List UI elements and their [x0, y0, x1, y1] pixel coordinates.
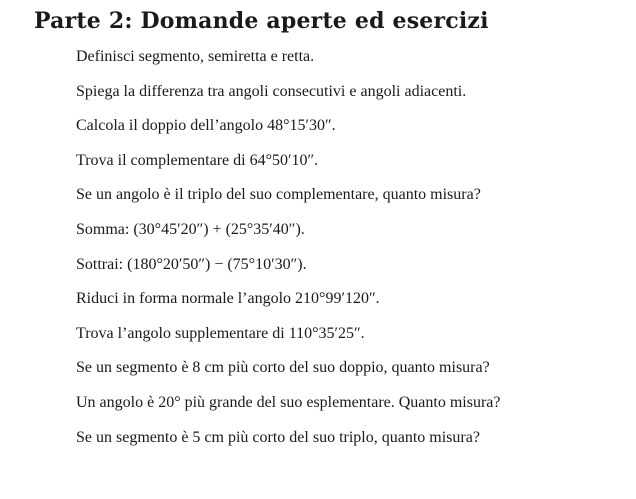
- exercise-text: Se un segmento è 8 cm più corto del suo doppio, quanto misura?: [76, 359, 490, 377]
- exercise-text: Calcola il doppio dell’angolo 48°15′30″.: [76, 117, 336, 135]
- exercise-text: Se un angolo è il triplo del suo complementare, quanto misura?: [76, 186, 481, 204]
- exercise-text: Definisci segmento, semiretta e retta.: [76, 48, 315, 65]
- exercise-text: Somma: (30°45′20″) + (25°35′40″).: [76, 220, 305, 238]
- exercise-text: Un angolo è 20° più grande del suo esplementare. Quanto misura?: [76, 393, 501, 411]
- exercise-text: Trova il complementare di 64°50′10″.: [76, 151, 319, 169]
- section-title: Parte 2: Domande aperte ed esercizi: [34, 8, 489, 34]
- exercise-text: Trova l’angolo supplementare di 110°35′25″.: [76, 324, 365, 342]
- exercise-text: Sottrai: (180°20′50″) − (75°10′30″).: [76, 255, 307, 273]
- exercise-text: Spiega la differenza tra angoli consecutivi e angoli adiacenti.: [76, 82, 467, 100]
- exercise-text: Se un segmento è 5 cm più corto del suo triplo, quanto misura?: [76, 428, 480, 446]
- exercise-text: Riduci in forma normale l’angolo 210°99′120″.: [76, 290, 380, 308]
